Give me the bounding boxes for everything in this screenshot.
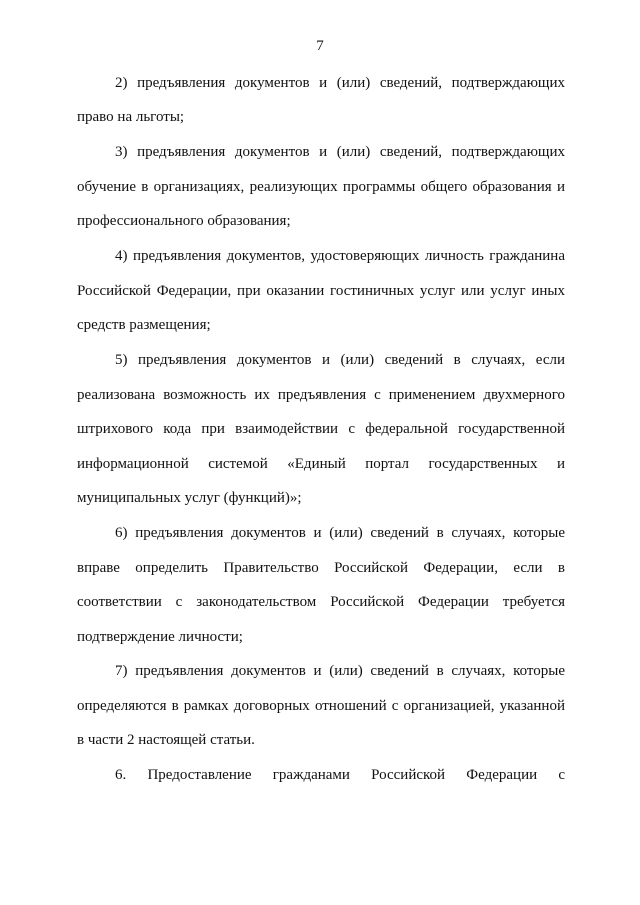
paragraph-line: информационной системой «Единый портал государственных и <box>77 456 565 472</box>
paragraph-line: муниципальных услуг (функций)»; <box>77 490 302 506</box>
paragraph-line: 2) предъявления документов и (или) сведений, подтверждающих <box>115 75 565 91</box>
paragraph-line: определяются в рамках договорных отношений с организацией, указанной <box>77 698 565 714</box>
paragraph-line: штрихового кода при взаимодействии с федеральной государственной <box>77 421 565 437</box>
paragraph-line: 4) предъявления документов, удостоверяющих личность гражданина <box>115 248 565 264</box>
paragraph-line: реализована возможность их предъявления с применением двухмерного <box>77 387 565 403</box>
paragraph-line: 6) предъявления документов и (или) сведений в случаях, которые <box>115 525 565 541</box>
paragraph-line: 3) предъявления документов и (или) сведений, подтверждающих <box>115 144 565 160</box>
paragraph-line: средств размещения; <box>77 317 211 333</box>
paragraph-line: 5) предъявления документов и (или) сведений в случаях, если <box>115 352 565 368</box>
paragraph-line: соответствии с законодательством Российской Федерации требуется <box>77 594 565 610</box>
paragraph-line: вправе определить Правительство Российской Федерации, если в <box>77 560 565 576</box>
page-number: 7 <box>316 38 324 54</box>
paragraph-line: подтверждение личности; <box>77 629 243 645</box>
paragraph-line: Российской Федерации, при оказании гостиничных услуг или услуг иных <box>77 283 565 299</box>
paragraph-line: 7) предъявления документов и (или) сведений в случаях, которые <box>115 663 565 679</box>
paragraph-line: в части 2 настоящей статьи. <box>77 732 255 748</box>
paragraph-line: обучение в организациях, реализующих программы общего образования и <box>77 179 565 195</box>
paragraph-line: право на льготы; <box>77 109 185 125</box>
paragraph-line: 6. Предоставление гражданами Российской Федерации с <box>115 767 565 783</box>
paragraph-line: профессионального образования; <box>77 213 291 229</box>
